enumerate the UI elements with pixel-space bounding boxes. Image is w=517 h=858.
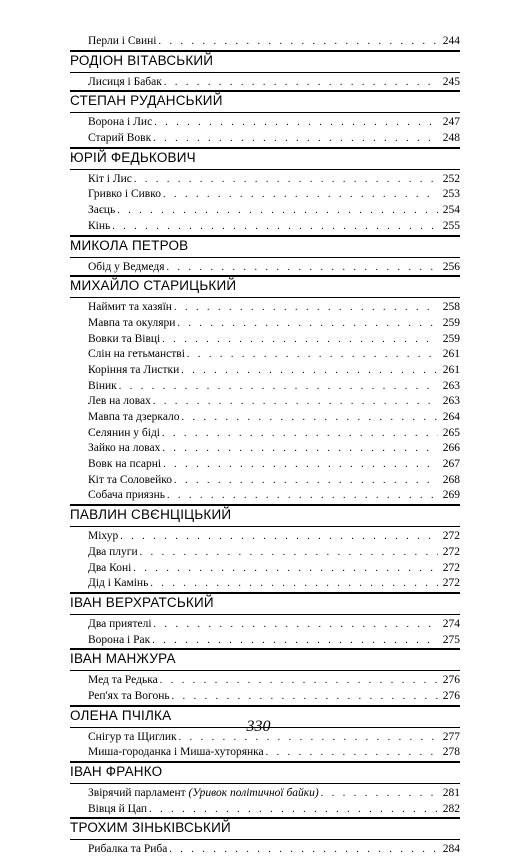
entry-title: Перли і Свині	[88, 35, 157, 47]
toc-section	[70, 275, 460, 504]
toc-entry[interactable]	[88, 75, 460, 91]
entry-title-wrap	[88, 802, 147, 818]
toc-entry[interactable]	[88, 203, 460, 219]
toc-entry[interactable]	[88, 786, 460, 802]
entry-title-wrap	[88, 426, 160, 442]
entry-page-number: 267	[442, 458, 460, 471]
toc-entry[interactable]	[88, 488, 460, 504]
entry-page-number: 248	[442, 132, 460, 145]
toc-entry[interactable]	[88, 802, 460, 818]
dot-leader	[167, 260, 438, 276]
entry-list	[88, 75, 460, 91]
entry-page-number: 282	[442, 802, 460, 815]
entry-title-wrap	[88, 300, 172, 316]
entry-title: Два приятелі	[88, 617, 152, 630]
toc-entry[interactable]	[88, 426, 460, 442]
entry-list	[88, 786, 460, 817]
dot-leader	[266, 745, 438, 761]
toc-entry[interactable]	[88, 842, 460, 858]
toc-entry[interactable]	[88, 131, 460, 147]
entry-title: Лев на ловах	[88, 395, 151, 408]
entry-title: Селянин у біді	[88, 426, 160, 439]
toc-entry[interactable]	[88, 172, 460, 188]
entry-title: Вівця й Цап	[88, 802, 148, 815]
entry-page-number: 254	[442, 204, 460, 217]
entry-title-wrap	[88, 379, 117, 395]
toc-entry[interactable]	[88, 457, 460, 473]
entry-page-number: 259	[442, 332, 460, 345]
toc-entry[interactable]	[88, 316, 460, 332]
entry-page-number: 272	[442, 545, 460, 558]
toc-entry[interactable]	[88, 300, 460, 316]
dot-leader	[174, 300, 438, 316]
entry-list	[88, 617, 460, 648]
dot-leader	[182, 410, 438, 426]
author-heading: ПАВЛИН СВЄНЦІЦЬКИЙ	[70, 504, 460, 527]
entry-title: Коріння та Листки	[88, 363, 180, 376]
toc-entry[interactable]	[88, 219, 460, 235]
dot-leader	[154, 617, 438, 633]
entry-page-number: 252	[442, 172, 460, 185]
toc-entry[interactable]	[88, 332, 460, 348]
dot-leader	[150, 576, 438, 592]
entry-page-number: 263	[442, 395, 460, 408]
entry-title: Міхур	[88, 530, 119, 543]
dot-leader	[177, 316, 438, 332]
toc-entry[interactable]	[88, 347, 460, 363]
entry-title: Кіт та Соловейко	[88, 473, 173, 486]
entry-page-number: 272	[442, 577, 460, 590]
entry-title: Звірячий парламент	[88, 787, 186, 799]
entry-page-number: 263	[442, 379, 460, 392]
author-heading: ТРОХИМ ЗІНЬКІВСЬКИЙ	[70, 817, 460, 840]
dot-leader	[172, 689, 438, 705]
entry-title: Мавпа та дзеркало	[88, 411, 180, 423]
toc-entry[interactable]	[88, 363, 460, 379]
entry-title-wrap	[88, 347, 185, 363]
toc-section	[70, 147, 460, 235]
dot-leader	[153, 394, 438, 410]
entry-title: Заєць	[88, 204, 116, 217]
entry-title-wrap	[88, 260, 165, 276]
entry-title-wrap	[88, 633, 150, 649]
entry-title-wrap	[88, 410, 180, 426]
entry-list	[88, 115, 460, 146]
author-heading: ЮРІЙ ФЕДЬКОВИЧ	[70, 147, 460, 170]
toc-entry[interactable]	[88, 561, 460, 577]
author-heading: ІВАН ФРАНКО	[70, 761, 460, 784]
dot-leader	[134, 172, 438, 188]
entry-list	[88, 673, 460, 704]
toc-entry[interactable]	[88, 617, 460, 633]
entry-list	[88, 300, 460, 504]
entry-title-wrap	[88, 394, 151, 410]
entry-page-number: 258	[442, 301, 460, 314]
toc-entry[interactable]	[88, 379, 460, 395]
dot-leader	[162, 441, 438, 457]
entry-page-number: 264	[442, 411, 460, 423]
entry-page-number: 265	[442, 426, 460, 439]
entry-page-number: 281	[442, 787, 460, 799]
entry-list	[88, 34, 460, 50]
entry-list	[88, 529, 460, 592]
dot-leader	[163, 457, 438, 473]
entry-title: Гривко і Сивко	[88, 188, 161, 201]
entry-title-wrap	[88, 473, 172, 489]
entry-title: Мед та Редька	[88, 674, 158, 687]
entry-page-number: 259	[442, 316, 460, 329]
entry-title-wrap	[88, 34, 156, 50]
entry-page-number: 278	[442, 746, 460, 759]
entry-title-wrap	[88, 203, 115, 219]
entry-page-number: 276	[442, 689, 460, 702]
toc-entry[interactable]	[88, 441, 460, 457]
toc-entry[interactable]	[88, 576, 460, 592]
entry-title-wrap	[88, 172, 132, 188]
dot-leader	[149, 802, 438, 818]
page-number: 330	[246, 718, 271, 735]
author-heading: МИКОЛА ПЕТРОВ	[70, 235, 460, 258]
toc-section	[70, 817, 460, 858]
entry-page-number: 261	[442, 363, 460, 376]
dot-leader	[169, 842, 438, 858]
entry-title-wrap	[88, 842, 167, 858]
toc-entry[interactable]	[88, 529, 460, 545]
entry-title-wrap	[88, 689, 170, 705]
dot-leader	[167, 488, 438, 504]
dot-leader	[133, 561, 438, 577]
entry-title: Обід у Ведмедя	[88, 260, 165, 273]
toc-section	[70, 761, 460, 817]
entry-page-number: 245	[442, 75, 460, 88]
entry-title: Кіт і Лис	[88, 172, 132, 185]
toc-section	[70, 34, 460, 50]
entry-title: Реп'ях та Вогонь	[88, 689, 170, 702]
entry-title-wrap	[88, 617, 152, 633]
author-heading: ІВАН ВЕРХРАТСЬКИЙ	[70, 592, 460, 615]
entry-title-wrap	[88, 363, 179, 379]
entry-page-number: 247	[442, 116, 460, 129]
entry-title: Два плуги	[88, 545, 138, 558]
toc-entry[interactable]	[88, 115, 460, 131]
dot-leader	[163, 187, 438, 203]
entry-title-wrap	[88, 75, 162, 91]
entry-title-wrap	[88, 441, 160, 457]
entry-title: Дід і Камінь	[88, 577, 149, 590]
entry-title: Вовк на псарні	[88, 458, 162, 471]
entry-title: Мавпа та окуляри	[88, 316, 176, 329]
author-heading: МИХАЙЛО СТАРИЦЬКИЙ	[70, 275, 460, 298]
entry-page-number: 269	[442, 489, 460, 502]
entry-page-number: 277	[442, 730, 460, 743]
entry-note: (Уривок політичної байки)	[188, 787, 319, 799]
dot-leader	[160, 673, 438, 689]
entry-title-wrap	[88, 529, 118, 545]
entry-title: Ворона і Рак	[88, 633, 151, 646]
entry-title-wrap	[88, 673, 158, 689]
dot-leader	[152, 633, 438, 649]
entry-title: Два Коні	[88, 561, 132, 574]
dot-leader	[154, 115, 438, 131]
entry-title: Кінь	[88, 219, 111, 232]
entry-title-wrap	[88, 187, 161, 203]
dot-leader	[174, 473, 438, 489]
entry-title: Наймит та хазяїн	[88, 301, 172, 314]
dot-leader	[120, 529, 438, 545]
toc-entry[interactable]	[88, 673, 460, 689]
entry-title-wrap	[88, 316, 175, 332]
entry-title-wrap	[88, 745, 264, 761]
author-heading: ІВАН МАНЖУРА	[70, 648, 460, 671]
entry-title-wrap	[88, 219, 110, 235]
entry-title-wrap	[88, 131, 151, 147]
toc-entry[interactable]	[88, 34, 460, 50]
entry-page-number: 256	[442, 260, 460, 273]
entry-page-number: 244	[442, 35, 460, 47]
entry-page-number: 284	[442, 843, 460, 856]
entry-page-number: 255	[442, 219, 460, 232]
entry-title-wrap	[88, 576, 148, 592]
dot-leader	[140, 545, 438, 561]
entry-title-wrap	[88, 457, 161, 473]
entry-list	[88, 260, 460, 276]
toc-entry[interactable]	[88, 410, 460, 426]
entry-page-number: 266	[442, 442, 460, 455]
toc-entry[interactable]	[88, 473, 460, 489]
entry-title: Слін на гетьманстві	[88, 348, 185, 361]
toc-entry[interactable]	[88, 260, 460, 276]
toc-section	[70, 50, 460, 91]
entry-title-wrap	[88, 561, 131, 577]
entry-title: Зайко на ловах	[88, 442, 161, 455]
entry-page-number: 276	[442, 674, 460, 687]
entry-list	[88, 172, 460, 235]
entry-page-number: 268	[442, 473, 460, 486]
dot-leader	[321, 786, 438, 802]
dot-leader	[119, 379, 438, 395]
toc-section	[70, 592, 460, 648]
entry-title-wrap	[88, 332, 160, 348]
dot-leader	[164, 75, 438, 91]
entry-title: Рибалка та Риба	[88, 843, 168, 856]
entry-title: Віник	[88, 379, 117, 392]
toc-entry[interactable]	[88, 633, 460, 649]
entry-page-number: 261	[442, 348, 460, 361]
entry-title: Снігур та Щиглик	[88, 730, 177, 743]
toc-entry[interactable]	[88, 187, 460, 203]
entry-title: Собача приязнь	[88, 489, 165, 502]
toc-entry[interactable]	[88, 545, 460, 561]
entry-title: Старий Вовк	[88, 132, 152, 145]
author-heading: ОЛЕНА ПЧІЛКА	[70, 705, 460, 728]
toc-entry[interactable]	[88, 745, 460, 761]
toc-section	[70, 235, 460, 276]
dot-leader	[112, 219, 438, 235]
entry-page-number: 253	[442, 188, 460, 201]
entry-page-number: 272	[442, 530, 460, 543]
entry-title-wrap	[88, 488, 165, 504]
dot-leader	[187, 347, 438, 363]
entry-page-number: 274	[442, 617, 460, 630]
entry-title: Ворона і Лис	[88, 116, 153, 129]
dot-leader	[162, 426, 438, 442]
dot-leader	[117, 203, 438, 219]
entry-title-wrap	[88, 786, 319, 802]
author-heading: РОДІОН ВІТАВСЬКИЙ	[70, 50, 460, 73]
entry-list	[88, 842, 460, 858]
dot-leader	[162, 332, 438, 348]
author-heading: СТЕПАН РУДАНСЬКИЙ	[70, 90, 460, 113]
entry-title: Миша-городанка і Миша-хуторянка	[88, 746, 264, 759]
entry-title: Вовки та Вівці	[88, 332, 161, 345]
dot-leader	[181, 363, 438, 379]
toc-section	[70, 648, 460, 704]
toc-entry[interactable]	[88, 689, 460, 705]
dot-leader	[153, 131, 438, 147]
entry-page-number: 272	[442, 561, 460, 574]
toc-entry[interactable]	[88, 394, 460, 410]
toc-section	[70, 90, 460, 146]
toc-section	[70, 504, 460, 592]
entry-title: Лисиця і Бабак	[88, 75, 162, 88]
dot-leader	[158, 34, 438, 50]
entry-title-wrap	[88, 115, 152, 131]
entry-page-number: 275	[442, 633, 460, 646]
entry-title-wrap	[88, 545, 138, 561]
